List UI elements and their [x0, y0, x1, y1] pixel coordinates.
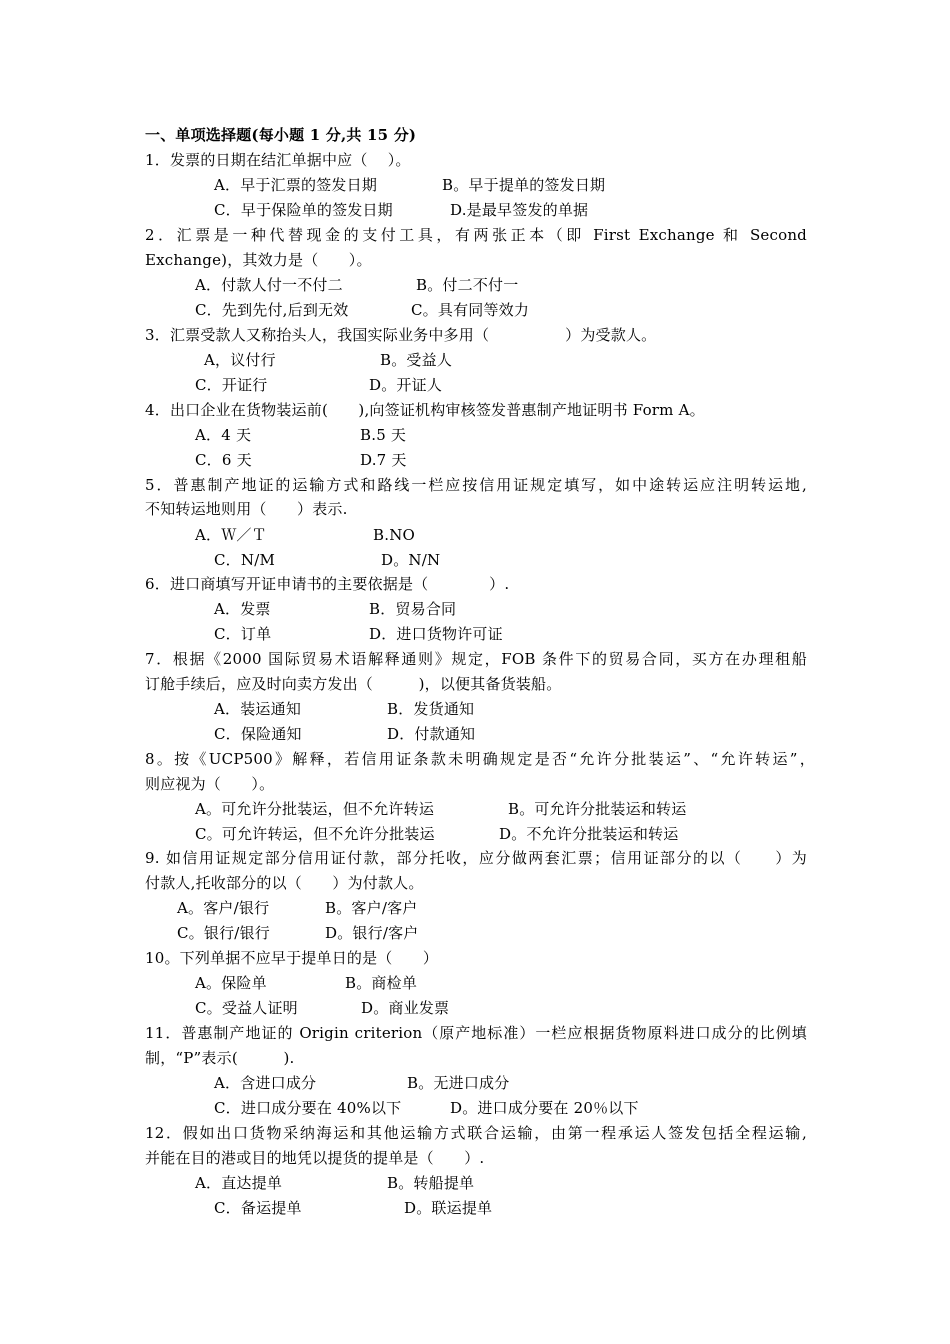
q11-option-a: A．含进口成分 [214, 1074, 317, 1092]
q8-option-c: C。可允许转运，但不允许分批装运 [195, 825, 435, 843]
q7-option-d: D．付款通知 [387, 725, 476, 743]
q3-option-a: A，议付行 [204, 351, 276, 369]
question-11-stem-line-1: 11．普惠制产地证的 Origin criterion（原产地标准）一栏应根据货物原料进口成分的比例填 [145, 1024, 807, 1042]
q11-option-b: B。无进口成分 [407, 1074, 510, 1092]
q5-option-b: B.NO [373, 526, 416, 544]
q8-option-b: B。可允许分批装运和转运 [508, 800, 687, 818]
q3-option-b: B。受益人 [380, 351, 453, 369]
q1-option-b: B。早于提单的签发日期 [442, 176, 606, 194]
question-8-stem-line-2: 则应视为（ ）。 [145, 775, 275, 793]
question-4-stem: 4．出口企业在货物装运前( ),向签证机构审核签发普惠制产地证明书 Form A。 [145, 401, 705, 419]
q10-option-a: A。保险单 [195, 974, 267, 992]
q10-option-b: B。商检单 [345, 974, 418, 992]
question-7-stem-line-1: 7．根据《2000 国际贸易术语解释通则》规定，FOB 条件下的贸易合同，买方在办理租船 [145, 650, 807, 668]
question-8-stem-line-1: 8。按《UCP500》解释，若信用证条款未明确规定是否“允许分批装运”、“允许转运”， [145, 750, 815, 768]
question-1-stem: 1．发票的日期在结汇单据中应（ ）。 [145, 151, 411, 169]
q4-option-c: C．6 天 [195, 451, 252, 469]
q2-option-a: A．付款人付一不付二 [195, 276, 343, 294]
q10-option-d: D。商业发票 [361, 999, 450, 1017]
q7-option-b: B．发货通知 [387, 700, 475, 718]
q12-option-a: A．直达提单 [195, 1174, 283, 1192]
q7-option-a: A．装运通知 [214, 700, 302, 718]
q6-option-c: C．订单 [214, 625, 272, 643]
q8-option-a: A。可允许分批装运，但不允许转运 [195, 800, 435, 818]
q1-option-a: A．早于汇票的签发日期 [214, 176, 378, 194]
question-5-stem-line-2: 不知转运地则用（ ）表示. [145, 500, 348, 518]
q2-option-c: C．先到先付,后到无效 [195, 301, 349, 319]
q9-option-d: D。银行/客户 [325, 924, 419, 942]
q10-option-c: C。受益人证明 [195, 999, 298, 1017]
q3-option-d: D。开证人 [369, 376, 443, 394]
q7-option-c: C．保险通知 [214, 725, 302, 743]
q2-option-d: C。具有同等效力 [411, 301, 530, 319]
q9-option-b: B。客户/客户 [325, 899, 418, 917]
q9-option-c: C。银行/银行 [177, 924, 270, 942]
q2-option-b: B。付二不付一 [416, 276, 519, 294]
question-9-stem-line-1: 9. 如信用证规定部分信用证付款，部分托收，应分做两套汇票；信用证部分的以（ ）为 [145, 849, 807, 867]
question-11-stem-line-2: 制，“P”表示( ). [145, 1049, 295, 1067]
q6-option-b: B．贸易合同 [369, 600, 457, 618]
q1-option-d: D.是最早签发的单据 [450, 201, 589, 219]
q9-option-a: A。客户/银行 [177, 899, 270, 917]
question-12-stem-line-1: 12．假如出口货物采纳海运和其他运输方式联合运输，由第一程承运人签发包括全程运输, [145, 1124, 807, 1142]
q11-option-c: C．进口成分要在 40%以下 [214, 1099, 402, 1117]
q12-option-b: B。转船提单 [387, 1174, 475, 1192]
section-title: 一、单项选择题(每小题 1 分,共 15 分) [145, 126, 417, 144]
q4-option-b: B.5 天 [360, 426, 407, 444]
q1-option-c: C．早于保险单的签发日期 [214, 201, 393, 219]
q5-option-c: C．N/M [214, 551, 276, 569]
question-10-stem: 10。下列单据不应早于提单日的是（ ） [145, 949, 439, 967]
q5-option-d: D。N/N [381, 551, 441, 569]
q11-option-d: D。进口成分要在 20％以下 [450, 1099, 639, 1117]
q5-option-a: A．Ｗ／Ｔ [195, 526, 267, 544]
q6-option-a: A．发票 [214, 600, 271, 618]
question-7-stem-line-2: 订舱手续后，应及时向卖方发出（ )，以便其备货装船。 [145, 675, 562, 693]
q8-option-d: D。不允许分批装运和转运 [499, 825, 679, 843]
q4-option-a: A．4 天 [195, 426, 252, 444]
question-9-stem-line-2: 付款人,托收部分的以（ ）为付款人。 [145, 874, 424, 892]
q3-option-c: C．开证行 [195, 376, 268, 394]
q6-option-d: D．进口货物许可证 [369, 625, 503, 643]
question-2-stem-line-1: 2．汇票是一种代替现金的支付工具，有两张正本（即 First Exchange 和 Second [145, 226, 807, 244]
question-6-stem: 6．进口商填写开证申请书的主要依据是（ ）. [145, 575, 510, 593]
q12-option-c: C．备运提单 [214, 1199, 302, 1217]
question-12-stem-line-2: 并能在目的港或目的地凭以提货的提单是（ ）. [145, 1149, 485, 1167]
question-5-stem-line-1: 5．普惠制产地证的运输方式和路线一栏应按信用证规定填写，如中途转运应注明转运地, [145, 476, 807, 494]
question-3-stem: 3．汇票受款人又称抬头人，我国实际业务中多用（ ）为受款人。 [145, 326, 657, 344]
question-2-stem-line-2: Exchange)，其效力是（ ）。 [145, 251, 372, 269]
q12-option-d: D。联运提单 [404, 1199, 493, 1217]
q4-option-d: D.7 天 [360, 451, 407, 469]
